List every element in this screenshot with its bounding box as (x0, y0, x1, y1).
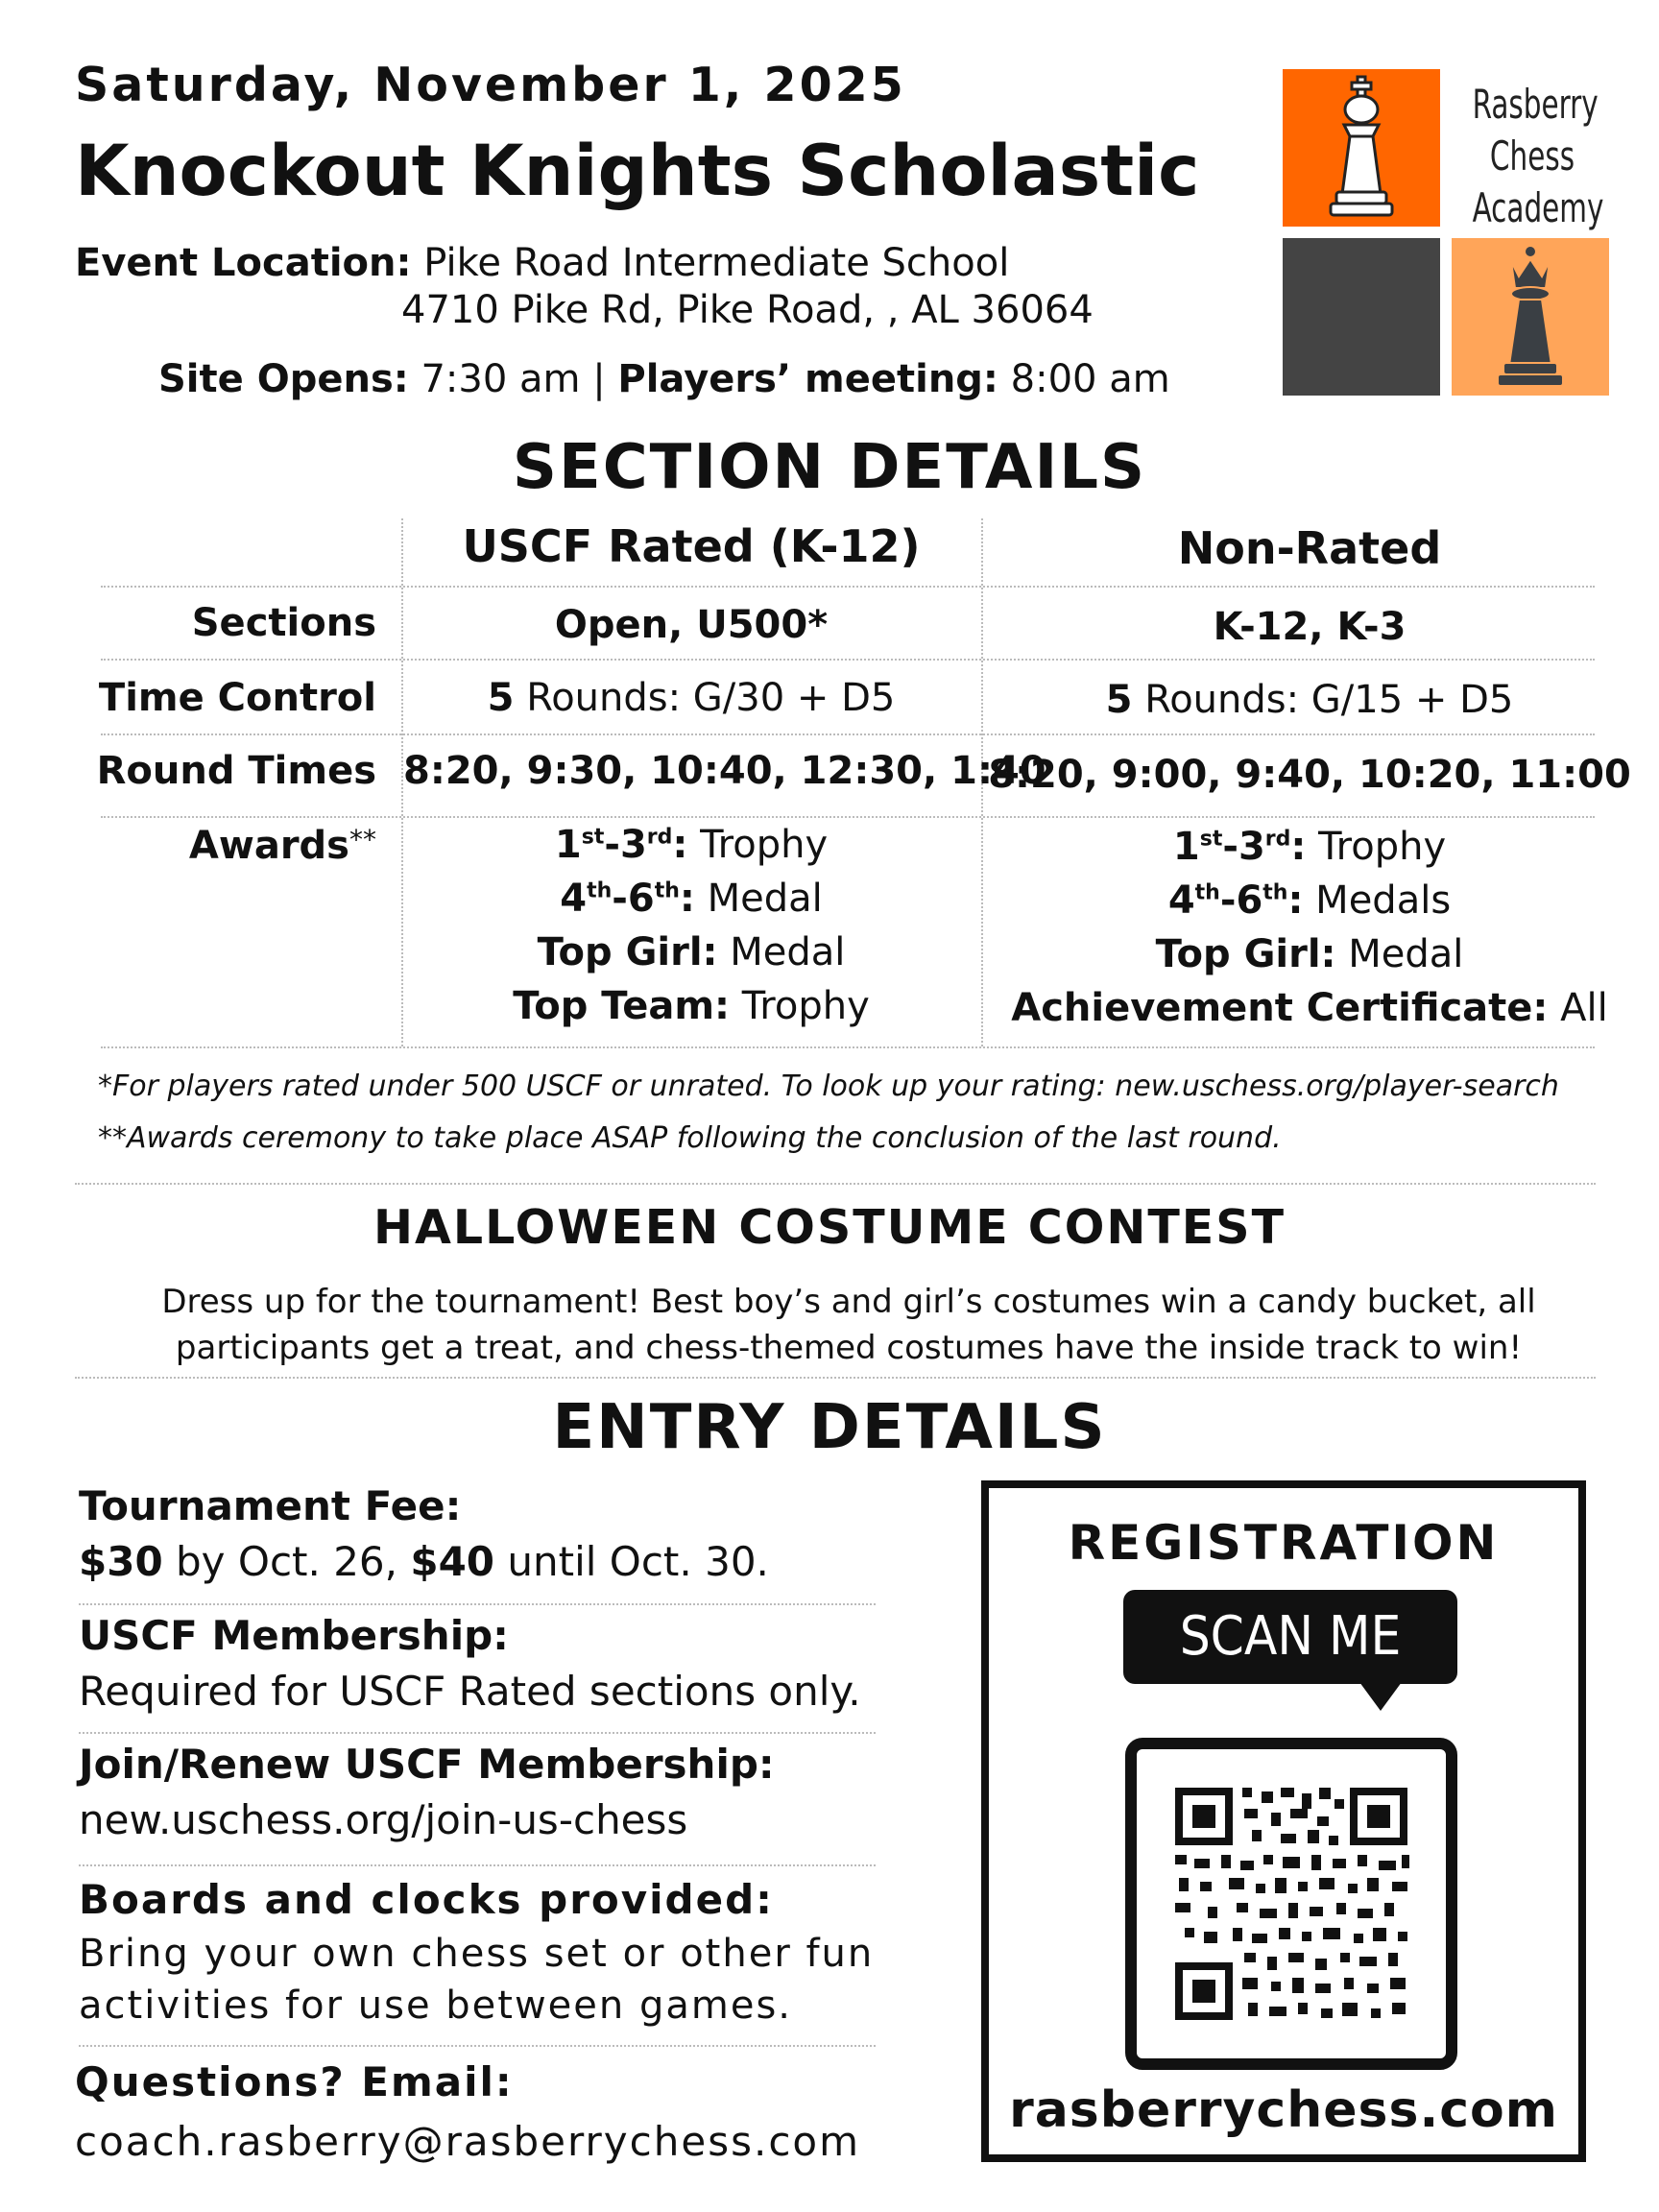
nonrated-award-top-girl (983, 927, 1636, 981)
table-divider (101, 659, 1595, 661)
logo-line-3: Academy (1472, 184, 1604, 231)
award-value: Medal (694, 877, 823, 921)
boards-line-2: activities for use between games. (79, 1984, 792, 2028)
nonrated-time-control (983, 678, 1636, 722)
site-times (158, 357, 1170, 401)
costume-contest-title: HALLOWEEN COSTUME CONTEST (373, 1200, 1286, 1255)
divider (79, 1864, 876, 1866)
nonrated-award-trophy (983, 820, 1636, 874)
row-label-time-control: Time Control (98, 676, 376, 720)
column-header-rated: USCF Rated (K-12) (462, 520, 921, 572)
award-label: Top Girl: (537, 930, 718, 974)
rated-time-control-text: Rounds: G/30 + D5 (514, 676, 896, 720)
award-suffix: st (1199, 827, 1223, 852)
logo-line-1: Rasberry (1472, 81, 1599, 128)
boards-and-clocks (79, 1872, 876, 2032)
award-suffix: th (654, 878, 680, 903)
rated-award-top-team (403, 979, 979, 1033)
award-colon: : (679, 877, 695, 921)
award-label: Top Team: (513, 984, 731, 1028)
row-label-round-times: Round Times (96, 749, 376, 793)
event-title: Knockout Knights Scholastic (75, 131, 1200, 212)
table-divider (101, 1046, 1595, 1048)
fee-late-price: $40 (410, 1538, 495, 1585)
rated-award-top-girl (403, 926, 979, 979)
join-renew (79, 1737, 876, 1848)
awards-label: Awards (188, 824, 349, 868)
nonrated-awards (983, 820, 1636, 1035)
costume-contest-description (106, 1279, 1592, 1371)
row-label-awards (77, 824, 376, 868)
award-suffix: th (1262, 880, 1288, 905)
divider (79, 1603, 876, 1605)
nonrated-sections: K-12, K-3 (1213, 605, 1407, 649)
costume-line-1: Dress up for the tournament! Best boy’s and girl’s costumes win a candy bucket, all (161, 1283, 1536, 1321)
fee-value (79, 1534, 876, 1590)
rated-round-times: 8:20, 9:30, 10:40, 12:30, 1:40 (403, 749, 1046, 793)
qr-code-icon[interactable] (1137, 1749, 1446, 2058)
nonrated-award-medals (983, 874, 1636, 927)
separator: | (592, 357, 606, 401)
award-value: Trophy (687, 823, 829, 867)
rated-award-medal (403, 872, 979, 926)
nonrated-time-control-text: Rounds: G/15 + D5 (1132, 678, 1514, 722)
fee-early-price: $30 (79, 1538, 163, 1585)
award-number: 1 (1172, 825, 1200, 869)
awards-footnote-mark: ** (349, 824, 376, 855)
award-value: Medal (717, 930, 846, 974)
award-number: -6 (612, 877, 655, 921)
logo-text (1472, 79, 1604, 234)
join-link[interactable]: new.uschess.org/join-us-chess (79, 1796, 688, 1843)
rated-award-trophy (403, 818, 979, 872)
award-value: All (1548, 986, 1608, 1030)
uscf-membership (79, 1608, 876, 1719)
award-number: -3 (604, 823, 647, 867)
scan-me-label: SCAN ME (1123, 1590, 1457, 1684)
join-label: Join/Renew USCF Membership: (79, 1741, 775, 1788)
membership-label: USCF Membership: (79, 1612, 509, 1659)
contact-email[interactable]: coach.rasberry@rasberrychess.com (75, 2118, 861, 2165)
logo-orange-square (1283, 69, 1440, 227)
footnote-rating: *For players rated under 500 USCF or unrated. To look up your rating: new.uschess.org/player-search (98, 1070, 1559, 1103)
king-icon (1283, 69, 1440, 227)
entry-details-title: ENTRY DETAILS (552, 1392, 1107, 1463)
event-date: Saturday, November 1, 2025 (75, 58, 906, 112)
costume-line-2: participants get a treat, and chess-themed costumes have the inside track to win! (175, 1329, 1523, 1367)
award-colon: : (1290, 825, 1307, 869)
rated-awards (403, 818, 979, 1033)
site-opens-time: 7:30 am (421, 357, 581, 401)
fee-label: Tournament Fee: (79, 1482, 462, 1529)
divider (75, 1377, 1596, 1379)
event-location (75, 236, 1009, 290)
award-value: Medal (1335, 932, 1464, 976)
logo-light-orange-square (1452, 238, 1609, 396)
award-number: 4 (560, 877, 588, 921)
column-header-nonrated: Non-Rated (1177, 522, 1442, 574)
row-label-sections: Sections (191, 601, 376, 645)
rated-time-control (403, 676, 979, 720)
rated-rounds: 5 (487, 676, 515, 720)
questions (75, 2055, 920, 2170)
award-label: Achievement Certificate: (1011, 986, 1549, 1030)
award-colon: : (672, 823, 688, 867)
tournament-fee (79, 1479, 876, 1590)
registration-title: REGISTRATION (1068, 1515, 1500, 1571)
location-label: Event Location: (75, 241, 412, 285)
table-divider (101, 586, 1595, 588)
nonrated-rounds: 5 (1105, 678, 1133, 722)
boards-label: Boards and clocks provided: (79, 1876, 774, 1923)
nonrated-award-achievement (983, 981, 1636, 1035)
nonrated-round-times: 8:20, 9:00, 9:40, 10:20, 11:00 (988, 753, 1631, 797)
table-divider (101, 733, 1595, 735)
queen-icon (1452, 238, 1609, 396)
location-address: 4710 Pike Rd, Pike Road, , AL 36064 (401, 288, 1094, 332)
section-details-title: SECTION DETAILS (512, 432, 1147, 503)
players-meeting-time: 8:00 am (1010, 357, 1170, 401)
award-number: -3 (1222, 825, 1265, 869)
award-suffix: th (1194, 880, 1220, 905)
award-suffix: rd (646, 825, 673, 850)
fee-early-text: by Oct. 26, (162, 1538, 411, 1585)
fee-late-text: until Oct. 30. (494, 1538, 769, 1585)
scan-me-pointer (1359, 1682, 1402, 1711)
boards-line-1: Bring your own chess set or other fun (79, 1932, 875, 1976)
divider (79, 2045, 876, 2047)
site-opens-label: Site Opens: (158, 357, 409, 401)
qr-code-frame[interactable] (1125, 1738, 1457, 2070)
questions-label: Questions? Email: (75, 2058, 514, 2105)
location-name: Pike Road Intermediate School (423, 241, 1010, 285)
award-number: 4 (1167, 878, 1195, 923)
award-colon: : (1287, 878, 1304, 923)
divider (75, 1183, 1596, 1185)
logo-dark-square (1283, 238, 1440, 396)
award-value: Medals (1303, 878, 1452, 923)
players-meeting-label: Players’ meeting: (617, 357, 998, 401)
logo-line-2: Chess (1489, 132, 1575, 180)
award-suffix: th (587, 878, 613, 903)
award-suffix: st (581, 825, 605, 850)
registration-url[interactable]: rasberrychess.com (1009, 2081, 1558, 2139)
divider (79, 1732, 876, 1734)
membership-value: Required for USCF Rated sections only. (79, 1668, 861, 1715)
award-value: Trophy (1306, 825, 1447, 869)
award-number: 1 (554, 823, 582, 867)
rated-sections: Open, U500* (554, 603, 829, 647)
award-suffix: rd (1264, 827, 1291, 852)
award-number: -6 (1219, 878, 1263, 923)
footnote-awards: **Awards ceremony to take place ASAP following the conclusion of the last round. (98, 1121, 1282, 1155)
award-value: Trophy (730, 984, 870, 1028)
award-label: Top Girl: (1155, 932, 1336, 976)
